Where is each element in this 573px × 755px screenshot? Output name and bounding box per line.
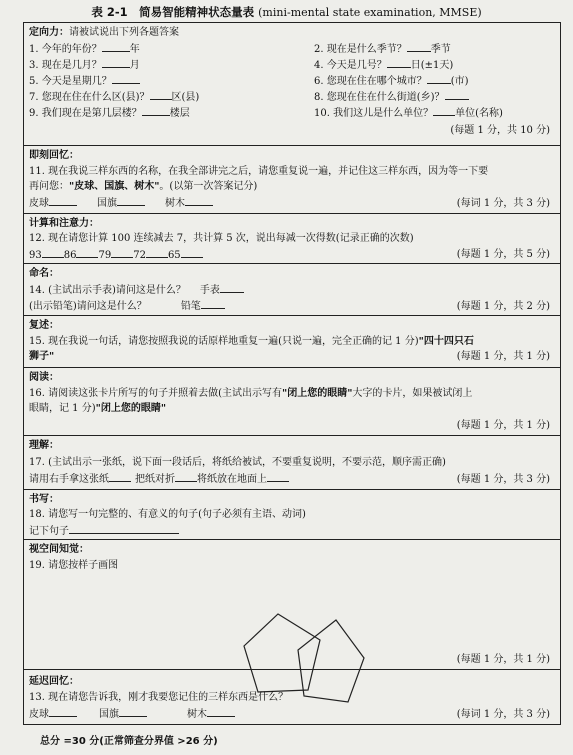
question-9: 9. 我们现在是第几层楼？ 楼层 (29, 105, 190, 121)
section-orientation (24, 23, 560, 146)
section-score: (每词 1 分，共 3 分) (456, 709, 550, 720)
section-repetition (24, 316, 560, 368)
question-7: 7. 您现在住在什么区(县)？ 区(县) (29, 89, 199, 105)
answer-blank[interactable] (117, 195, 145, 206)
section-score: (每题 1 分，共 1 分) (456, 654, 550, 665)
answer-blank[interactable] (267, 471, 289, 482)
question-5: 5. 今天是星期几？ (29, 73, 140, 89)
question-11-line2: 再问您："皮球、国旗、树木"。(以第一次答案记分) (29, 181, 258, 192)
title-sub: (mini-mental state examination, MMSE) (258, 6, 482, 19)
question-12: 12. 现在请您计算 100 连续减去 7，共计算 5 次，说出每减一次得数(记录正确的次数) (29, 233, 414, 244)
question-2: 2. 现在是什么季节？ 季节 (314, 41, 451, 57)
answer-blank[interactable] (185, 195, 213, 206)
orientation-instruction: 请被试说出下列各题答案 (69, 27, 179, 38)
question-16-line2: 眼睛，记 1 分)"闭上您的眼睛" (29, 403, 167, 414)
question-18: 18. 请您写一句完整的、有意义的句子(句子必须有主语、动词) (29, 509, 306, 520)
answer-blank[interactable] (102, 57, 130, 68)
answer-blank[interactable] (427, 73, 451, 84)
question-16-line1: 16. 请阅读这张卡片所写的句子并照着去做(主试出示写有"闭上您的眼睛"大字的卡片，如果被试闭上 (29, 388, 473, 399)
section-heading: 定向力：请被试说出下列各题答案 (29, 27, 179, 38)
answer-blank[interactable] (181, 247, 203, 258)
question-1: 1. 今年的年份？ 年 (29, 41, 140, 57)
section-heading: 命名： (29, 268, 59, 279)
section-visuospatial (24, 540, 560, 670)
section-score: (每题 1 分，共 3 分) (456, 474, 550, 485)
answer-blank[interactable] (142, 105, 170, 116)
subtraction-answers: 93 86 79 72 65 (29, 247, 203, 263)
answer-blank[interactable] (445, 89, 469, 100)
question-10: 10. 我们这儿是什么单位？ 单位(名称) (314, 105, 503, 121)
section-heading: 阅读： (29, 372, 59, 383)
question-17-steps: 请用右手拿这张纸 把纸对折 将纸放在地面上 (29, 471, 289, 487)
answer-blank[interactable] (407, 41, 431, 52)
section-immediate-recall (24, 146, 560, 214)
section-score: (每词 1 分，共 3 分) (456, 198, 550, 209)
section-writing (24, 490, 560, 540)
section-comprehension (24, 436, 560, 490)
recall-items: 皮球 国旗 树木 (29, 195, 213, 211)
section-delayed-recall (24, 670, 560, 726)
answer-blank[interactable] (220, 282, 244, 293)
section-heading: 视空间知觉： (29, 544, 89, 555)
page-title (0, 4, 573, 20)
section-score: (每题 1 分，共 1 分) (456, 420, 550, 431)
question-17-line1: 17. (主试出示一张纸，说下面一段话后，将纸给被试，不要重复说明，不要示范，顺序需正确) (29, 457, 446, 468)
section-calculation (24, 214, 560, 264)
section-heading: 即刻回忆： (29, 150, 79, 161)
write-sentence: 记下句子 (29, 523, 179, 539)
answer-blank[interactable] (175, 471, 197, 482)
answer-blank[interactable] (69, 523, 179, 534)
section-naming (24, 264, 560, 316)
answer-blank[interactable] (146, 247, 168, 258)
section-heading: 延迟回忆： (29, 676, 79, 687)
answer-blank[interactable] (119, 706, 147, 717)
section-heading: 理解： (29, 440, 59, 451)
section-reading (24, 368, 560, 436)
answer-blank[interactable] (111, 247, 133, 258)
question-19: 19. 请您按样子画图 (29, 560, 119, 571)
answer-blank[interactable] (387, 57, 411, 68)
answer-blank[interactable] (207, 706, 235, 717)
question-4: 4. 今天是几号？ 日(±1天) (314, 57, 453, 73)
question-13: 13. 现在请您告诉我，刚才我要您记住的三样东西是什么？ (29, 692, 289, 703)
title-main: 表 2-1 简易智能精神状态量表 (91, 5, 255, 19)
answer-blank[interactable] (433, 105, 455, 116)
answer-blank[interactable] (109, 471, 131, 482)
section-score: (每题 1 分，共 2 分) (456, 301, 550, 312)
question-14-watch: 14. (主试出示手表)请问这是什么？ 手表 (29, 282, 244, 298)
answer-blank[interactable] (201, 298, 225, 309)
section-score: (每题 1 分，共 1 分) (456, 351, 550, 362)
question-11-line1: 11. 现在我说三样东西的名称，在我全部讲完之后，请您重复说一遍，并记住这三样东西，因为等一下要 (29, 166, 489, 177)
answer-blank[interactable] (49, 706, 77, 717)
answer-blank[interactable] (102, 41, 130, 52)
answer-blank[interactable] (42, 247, 64, 258)
question-15-line1: 15. 现在我说一句话，请您按照我说的话原样地重复一遍(只说一遍，完全正确的记 1 分)"四十四只石 (29, 336, 474, 347)
question-15-line2: 狮子" (29, 351, 55, 362)
section-heading: 复述： (29, 320, 59, 331)
answer-blank[interactable] (112, 73, 140, 84)
section-score: (每题 1 分，共 5 分) (456, 249, 550, 260)
delayed-recall-items: 皮球 国旗 树木 (29, 706, 235, 722)
section-heading: 书写： (29, 494, 59, 505)
question-14-pencil: (出示铅笔)请问这是什么？ 铅笔 (29, 298, 225, 314)
answer-blank[interactable] (49, 195, 77, 206)
answer-blank[interactable] (76, 247, 98, 258)
question-3: 3. 现在是几月？ 月 (29, 57, 140, 73)
total-score-note: 总分 =30 分(正常筛查分界值 >26 分) (40, 736, 218, 747)
question-6: 6. 您现在住在哪个城市？ (市) (314, 73, 469, 89)
questionnaire-frame (23, 22, 561, 725)
section-heading: 计算和注意力： (29, 218, 99, 229)
section-score: (每题 1 分，共 10 分) (450, 125, 550, 136)
question-8: 8. 您现在住在什么街道(乡)？ (314, 89, 469, 105)
answer-blank[interactable] (150, 89, 172, 100)
